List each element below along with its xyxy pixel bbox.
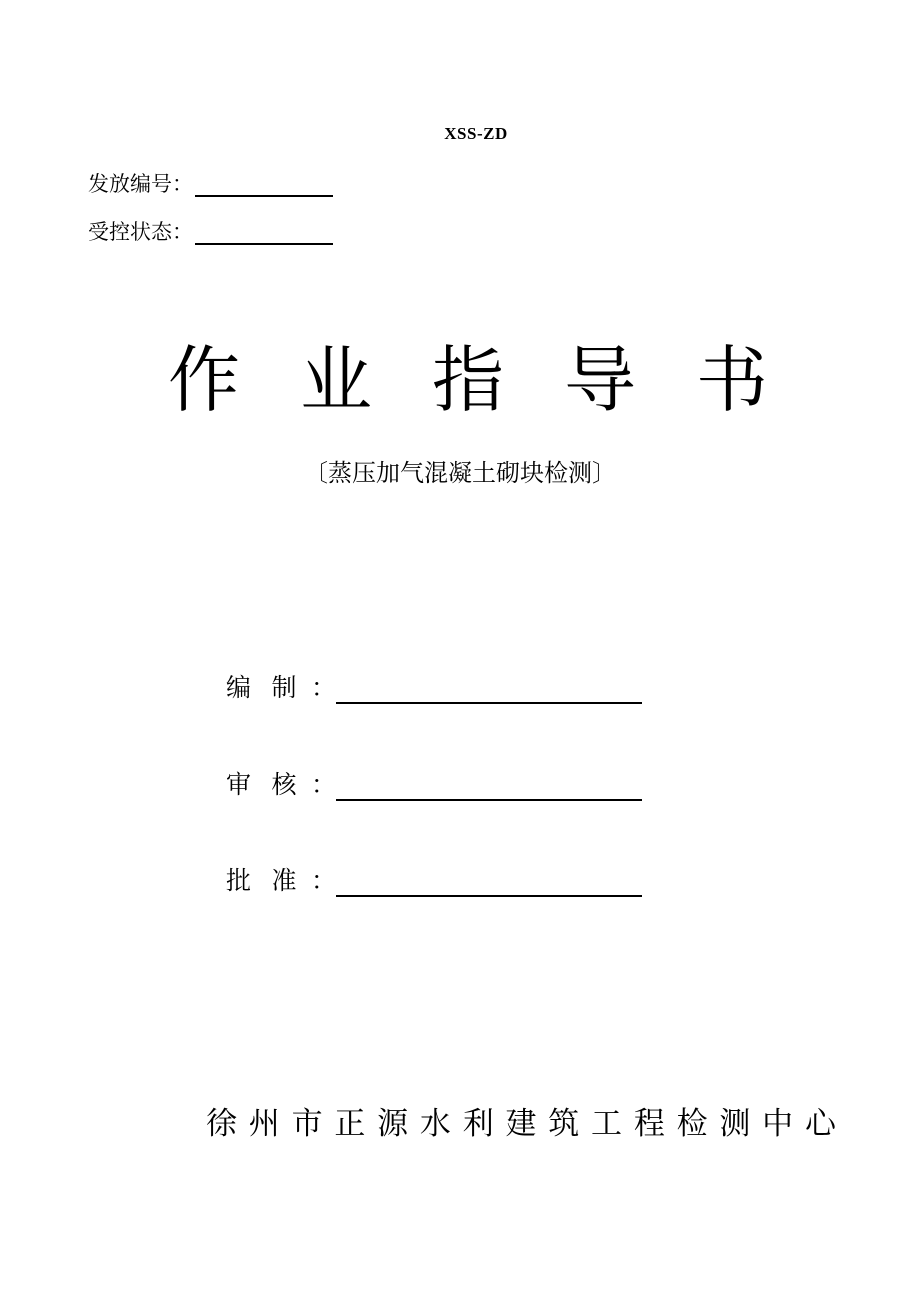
- label-colon: ：: [310, 770, 336, 799]
- title-char: 导: [563, 338, 636, 422]
- prepared-by-field: [226, 668, 642, 708]
- org-char: 正: [334, 1106, 366, 1142]
- page-title: [168, 335, 768, 425]
- label-char: 准: [271, 866, 297, 895]
- org-char: 程: [633, 1106, 665, 1142]
- issue-number-field: [88, 168, 333, 200]
- label-char: 审: [226, 770, 252, 799]
- title-char: 作: [168, 338, 241, 422]
- document-code: XSS-ZD: [444, 124, 508, 143]
- reviewed-by-blank[interactable]: [336, 799, 642, 801]
- label-colon: ：: [310, 673, 336, 702]
- org-char: 工: [591, 1106, 623, 1142]
- org-char: 水: [419, 1106, 451, 1142]
- org-char: 检: [676, 1106, 708, 1142]
- title-char: 指: [431, 338, 504, 422]
- prepared-by-blank[interactable]: [336, 702, 642, 704]
- approved-by-blank[interactable]: [336, 895, 642, 897]
- org-char: 源: [377, 1106, 409, 1142]
- control-status-blank[interactable]: [195, 243, 333, 245]
- org-char: 建: [505, 1106, 537, 1142]
- issue-number-label: 发放编号：: [88, 172, 193, 196]
- label-char: 核: [271, 770, 297, 799]
- prepared-by-label: [226, 668, 336, 708]
- org-char: 中: [762, 1106, 794, 1142]
- approved-by-label: [226, 861, 336, 901]
- org-char: 测: [719, 1106, 751, 1142]
- org-char: 心: [804, 1106, 836, 1142]
- organization-name: [206, 1101, 836, 1147]
- label-char: 编: [226, 673, 252, 702]
- control-status-field: [88, 216, 333, 248]
- label-char: 批: [226, 866, 252, 895]
- label-char: 制: [271, 673, 297, 702]
- org-char: 州: [248, 1106, 280, 1142]
- page-subtitle: 〔蒸压加气混凝土砌块检测〕: [304, 459, 616, 487]
- org-char: 利: [462, 1106, 494, 1142]
- approved-by-field: [226, 861, 642, 901]
- reviewed-by-field: [226, 765, 642, 805]
- org-char: 筑: [548, 1106, 580, 1142]
- issue-number-blank[interactable]: [195, 195, 333, 197]
- title-char: 业: [299, 338, 372, 422]
- org-char: 徐: [206, 1106, 237, 1142]
- control-status-label: 受控状态：: [88, 220, 193, 244]
- reviewed-by-label: [226, 765, 336, 805]
- title-char: 书: [695, 338, 768, 422]
- org-char: 市: [291, 1106, 323, 1142]
- label-colon: ：: [310, 866, 336, 895]
